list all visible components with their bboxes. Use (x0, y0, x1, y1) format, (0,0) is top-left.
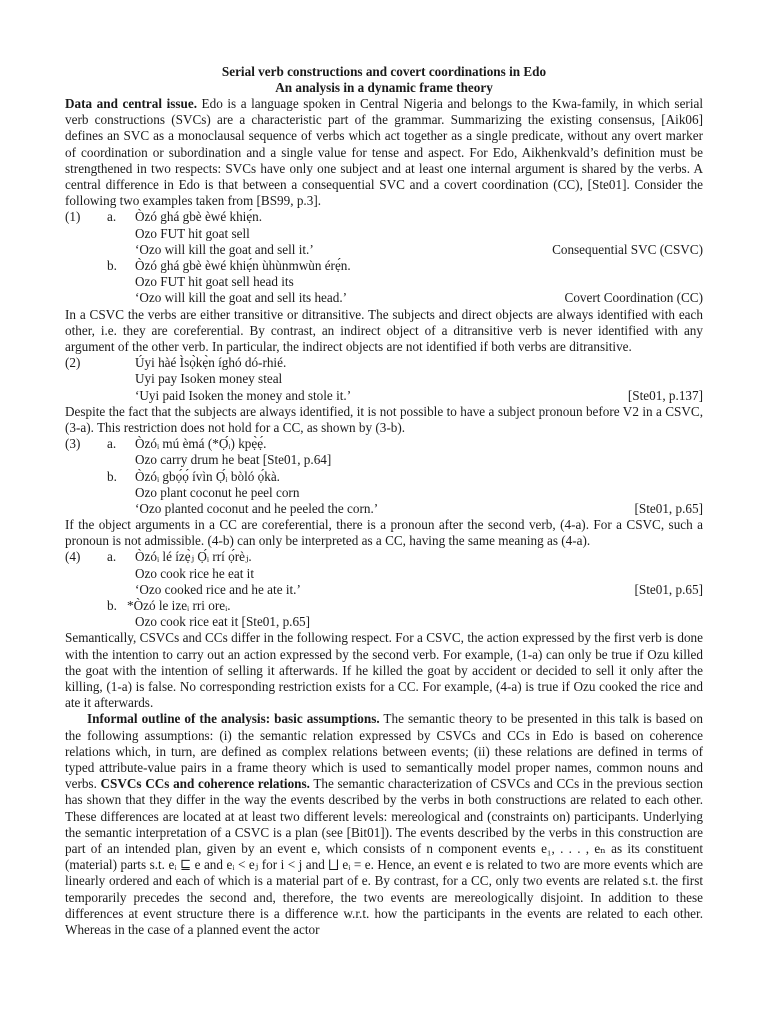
example-number: (4) (65, 549, 81, 565)
paragraph-csvc-verbs: In a CSVC the verbs are either transitive or ditransitive. The subjects and direct objects are always identified with each other, i.e. they are coreferential. By contrast, an indirect object of a ditransitive verb is never identified with any argument of the other verb. In particular, the indirect objects are not identified if both verbs are ditransitive. (65, 306, 703, 354)
example-line (65, 582, 703, 598)
example-translation: ‘Ozo cooked rice and he ate it.’ (135, 581, 301, 597)
example-line (65, 290, 703, 306)
example-line (65, 242, 703, 258)
example-letter: b. (107, 468, 117, 484)
example-gloss: Ozo cook rice eat it [Ste01, p.65] (135, 614, 311, 630)
example-line (65, 355, 703, 371)
example-2 (65, 355, 703, 404)
example-source-text: Òzóᵢ mú èmá (*Ọ́ᵢ) kpẹ̀ẹ́. (135, 436, 267, 452)
example-translation: ‘Ozo will kill the goat and sell its head.’ (135, 290, 348, 306)
example-source-text: Òzó ghá gbè èwé khiẹ́n ùhùnmwùn érẹ́n. (135, 257, 351, 273)
example-citation: [Ste01, p.137] (627, 387, 703, 403)
example-gloss: Ozo cook rice he eat it (135, 565, 254, 581)
example-line (65, 258, 703, 274)
example-citation: [Ste01, p.65] (634, 500, 703, 516)
example-gloss: Ozo carry drum he beat [Ste01, p.64] (135, 452, 332, 468)
paper-title (65, 64, 703, 96)
example-number: (1) (65, 209, 81, 225)
example-1 (65, 209, 703, 306)
paragraph-subject-pronoun: Despite the fact that the subjects are always identified, it is not possible to have a subject pronoun before V2 in a CSVC, (3-a). This restriction does not hold for a CC, as shown by (3-b). (65, 403, 703, 435)
example-line (65, 469, 703, 485)
example-translation: ‘Uyi paid Isoken the money and stole it.’ (135, 387, 352, 403)
example-line (65, 436, 703, 452)
example-letter: a. (107, 209, 117, 225)
example-gloss: Ozo FUT hit goat sell (135, 225, 250, 241)
example-line (65, 501, 703, 517)
example-source-text: Òzó ghá gbè èwé khiẹ́n. (135, 209, 263, 225)
example-source-text: Òzóᵢ gbọ́ọ́ ívìn Ọ́ᵢ bòló ọ́kà. (135, 468, 280, 484)
example-source-text: Úyi hàé Ìsọ̀kẹ̀n íghó dó-rhié. (135, 355, 287, 371)
paragraph-object-arguments: If the object arguments in a CC are coreferential, there is a pronoun after the second verb, (4-a). For a CSVC, such a pronoun is not admissible. (4-b) can only be interpreted as a CC, having the same meaning as (4-a). (65, 517, 703, 549)
example-line (65, 549, 703, 565)
example-letter: a. (107, 436, 117, 452)
example-letter: b. (107, 257, 117, 273)
example-gloss: Ozo plant coconut he peel corn (135, 484, 300, 500)
example-line (65, 485, 703, 501)
example-3 (65, 436, 703, 517)
example-source-text: Òzóᵢ lé ízẹ̀ⱼ Ọ́ᵢ rrí ọ́rèⱼ. (135, 549, 252, 565)
example-label: Consequential SVC (CSVC) (552, 241, 703, 257)
example-translation: ‘Ozo will kill the goat and sell it.’ (135, 241, 314, 257)
example-letter: b. (107, 598, 117, 614)
example-source-text: *Òzó le izeᵢ rri oreᵢ. (127, 598, 231, 614)
title-line-2: An analysis in a dynamic frame theory (275, 80, 493, 95)
example-4 (65, 549, 703, 630)
example-citation: [Ste01, p.65] (634, 581, 703, 597)
example-line (65, 388, 703, 404)
example-line (65, 614, 703, 630)
example-label: Covert Coordination (CC) (564, 290, 703, 306)
example-line (65, 226, 703, 242)
paragraph-text: The semantic characterization of CSVCs and CCs in the previous section has shown that they differ in the way the events described by the verbs in both constructions are related to each other. These differences are located at at least two different levels: mereological and (constraints on) participants. Underlying the semantic interpretation of a CSVC is a plan (see [Bit01]). The events described by the verbs in this construction are part of an intended plan, given by an event e, which consists of n component events e₁, . . . , eₙ as its constituent (material) parts s.t. eᵢ ⊑ e and eᵢ < eⱼ for i < j and ⨆ eᵢ = e. Hence, an event e is related to two are more events which are linearly ordered and each of which is a material part of e. By contrast, for a CC, only two events are related s.t. the first temporarily precedes the second and, therefore, the two events are mereologically disjoint. In addition to these differences at event structure there is a difference w.r.t. how the participants in the events are related to each other. Whereas in the case of a planned event the actor (65, 776, 703, 938)
example-line (65, 371, 703, 387)
example-line (65, 566, 703, 582)
example-gloss: Ozo FUT hit goat sell head its (135, 274, 294, 290)
example-line (65, 452, 703, 468)
paragraph-informal-outline (65, 711, 703, 938)
example-number: (2) (65, 355, 81, 371)
title-line-1: Serial verb constructions and covert coordinations in Edo (221, 64, 547, 79)
example-line (65, 598, 703, 614)
example-gloss: Uyi pay Isoken money steal (135, 371, 283, 387)
section-heading: Informal outline of the analysis: basic assumptions. (87, 711, 380, 727)
section-heading: Data and central issue. (65, 96, 197, 111)
paper-page (65, 64, 703, 938)
example-letter: a. (107, 549, 117, 565)
example-number: (3) (65, 436, 81, 452)
paragraph-data-central-issue (65, 96, 703, 209)
paragraph-text: Edo is a language spoken in Central Nigeria and belongs to the Kwa-family, in which serial verb constructions (SVCs) are a characteristic part of the grammar. Summarizing the existing consensus, [Aik06] defines an SVC as a monoclausal sequence of verbs which act together as a single predicate, without any overt marker of coordination or subordination and a single value for tense and aspect. For Edo, Aikhenkvald’s definition must be strengthened in two respects: SVCs have only one subject and at least one internal argument is shared by the verbs. A central difference in Edo is that between a consequential SVC and a covert coordination (CC), [Ste01]. Consider the following two examples taken from [BS99, p.3]. (65, 96, 703, 209)
example-line (65, 274, 703, 290)
example-translation: ‘Ozo planted coconut and he peeled the corn.’ (135, 500, 379, 516)
paragraph-semantics: Semantically, CSVCs and CCs differ in the following respect. For a CSVC, the action expressed by the first verb is done with the intention to carry out an action expressed by the second verb. For example, (1-a) can only be true if Ozu killed the goat with the intention of selling it afterwards. If he killed the goat by accident or decided to sell it only after the killing, (1-a) is false. No corresponding restriction exists for a CC. For example, (4-a) is true if Ozu cooked the rice and ate it afterwards. (65, 630, 703, 711)
example-line (65, 209, 703, 225)
paragraph-text: The semantic theory to be presented in this talk is based on the following assumptions: (i) the semantic relation expressed by CSVCs and CCs in Edo is based on coherence relations which, in turn, are defined as complex relations between events; (ii) these relations are defined in terms of typed attribute-value pairs in a frame theory which is used to semantically model proper names, common nouns and verbs. (65, 711, 703, 792)
section-heading: CSVCs CCs and coherence relations. (100, 776, 310, 792)
